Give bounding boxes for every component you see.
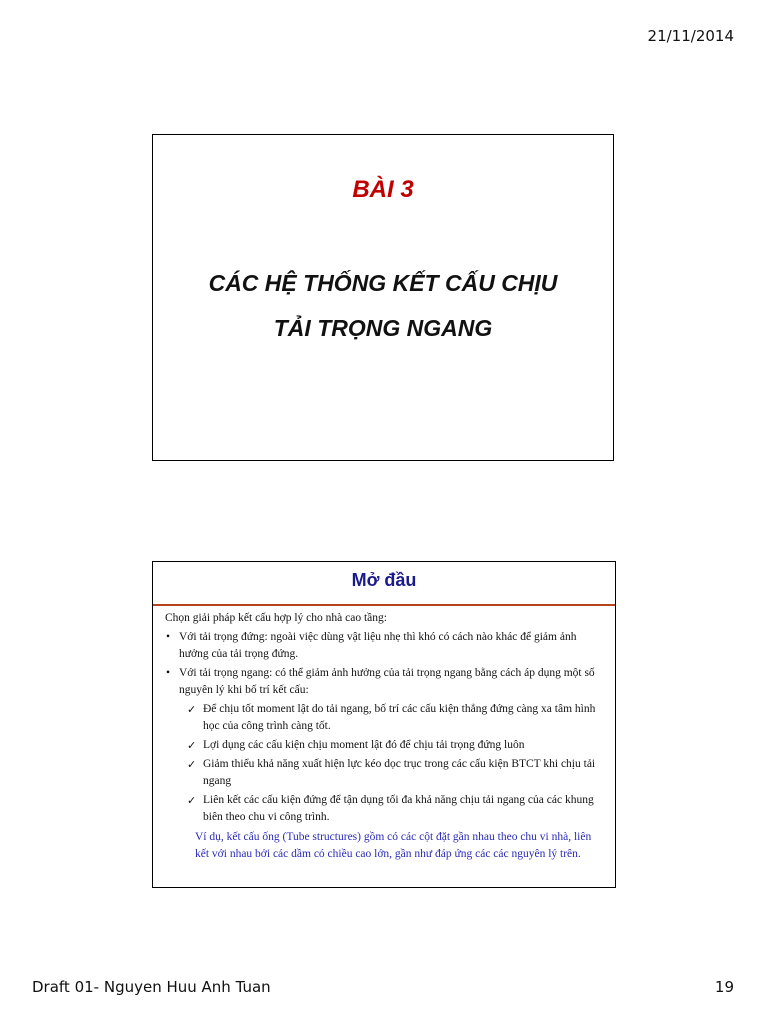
footer-author: Draft 01- Nguyen Huu Anh Tuan bbox=[32, 978, 271, 996]
slide-title bbox=[152, 134, 614, 461]
principle-text: Để chịu tốt moment lật do tải ngang, bố trí các cấu kiện thẳng đứng càng xa tâm hình học của công trình càng tốt. bbox=[203, 703, 596, 732]
slide-heading: Mở đầu bbox=[351, 570, 417, 590]
check-icon: ✓ bbox=[187, 758, 197, 771]
lesson-title-line-1: CÁC HỆ THỐNG KẾT CẤU CHỊU bbox=[208, 270, 558, 296]
principle-item bbox=[165, 756, 605, 790]
lesson-number: BÀI 3 bbox=[352, 176, 414, 203]
bullet-icon: • bbox=[166, 667, 171, 679]
principle-item bbox=[165, 701, 605, 735]
principle-item bbox=[165, 737, 605, 754]
principle-text: Liên kết các cấu kiện đứng để tận dụng tối đa khả năng chịu tải ngang của các khung biên theo chu vi công trình. bbox=[203, 794, 594, 823]
principle-item bbox=[165, 792, 605, 826]
check-icon: ✓ bbox=[187, 794, 197, 807]
bullet-item bbox=[165, 665, 605, 699]
slide-introduction bbox=[152, 561, 616, 888]
check-icon: ✓ bbox=[187, 739, 197, 752]
bullet-icon: • bbox=[166, 631, 171, 643]
principle-list bbox=[165, 701, 605, 826]
page-number: 19 bbox=[714, 978, 734, 996]
bullet-list bbox=[165, 629, 605, 699]
intro-text: Chọn giải pháp kết cấu hợp lý cho nhà cao tầng: bbox=[165, 612, 387, 624]
example-note: Ví dụ, kết cấu ống (Tube structures) gồm có các cột đặt gần nhau theo chu vi nhà, liên kết với nhau bởi các dầm có chiều cao lớn, gần như đáp ứng các các nguyên lý trên. bbox=[195, 831, 592, 860]
principle-text: Lợi dụng các cấu kiện chịu moment lật đó để chịu tải trọng đứng luôn bbox=[203, 739, 525, 751]
page-date: 21/11/2014 bbox=[647, 27, 734, 45]
bullet-text: Với tải trọng ngang: có thể giảm ảnh hưởng của tải trọng ngang bằng cách áp dụng một số nguyên lý khi bố trí kết cấu: bbox=[179, 667, 595, 696]
heading-divider bbox=[153, 604, 615, 606]
bullet-item bbox=[165, 629, 605, 663]
slide-body bbox=[165, 610, 605, 863]
principle-text: Giảm thiểu khả năng xuất hiện lực kéo dọc trục trong các cấu kiện BTCT khi chịu tải ngang bbox=[203, 758, 596, 787]
lesson-title-line-2: TẢI TRỌNG NGANG bbox=[273, 315, 493, 341]
check-icon: ✓ bbox=[187, 703, 197, 716]
bullet-text: Với tải trọng đứng: ngoài việc dùng vật liệu nhẹ thì khó có cách nào khác để giảm ảnh hưởng của tải trọng đứng. bbox=[179, 631, 577, 660]
